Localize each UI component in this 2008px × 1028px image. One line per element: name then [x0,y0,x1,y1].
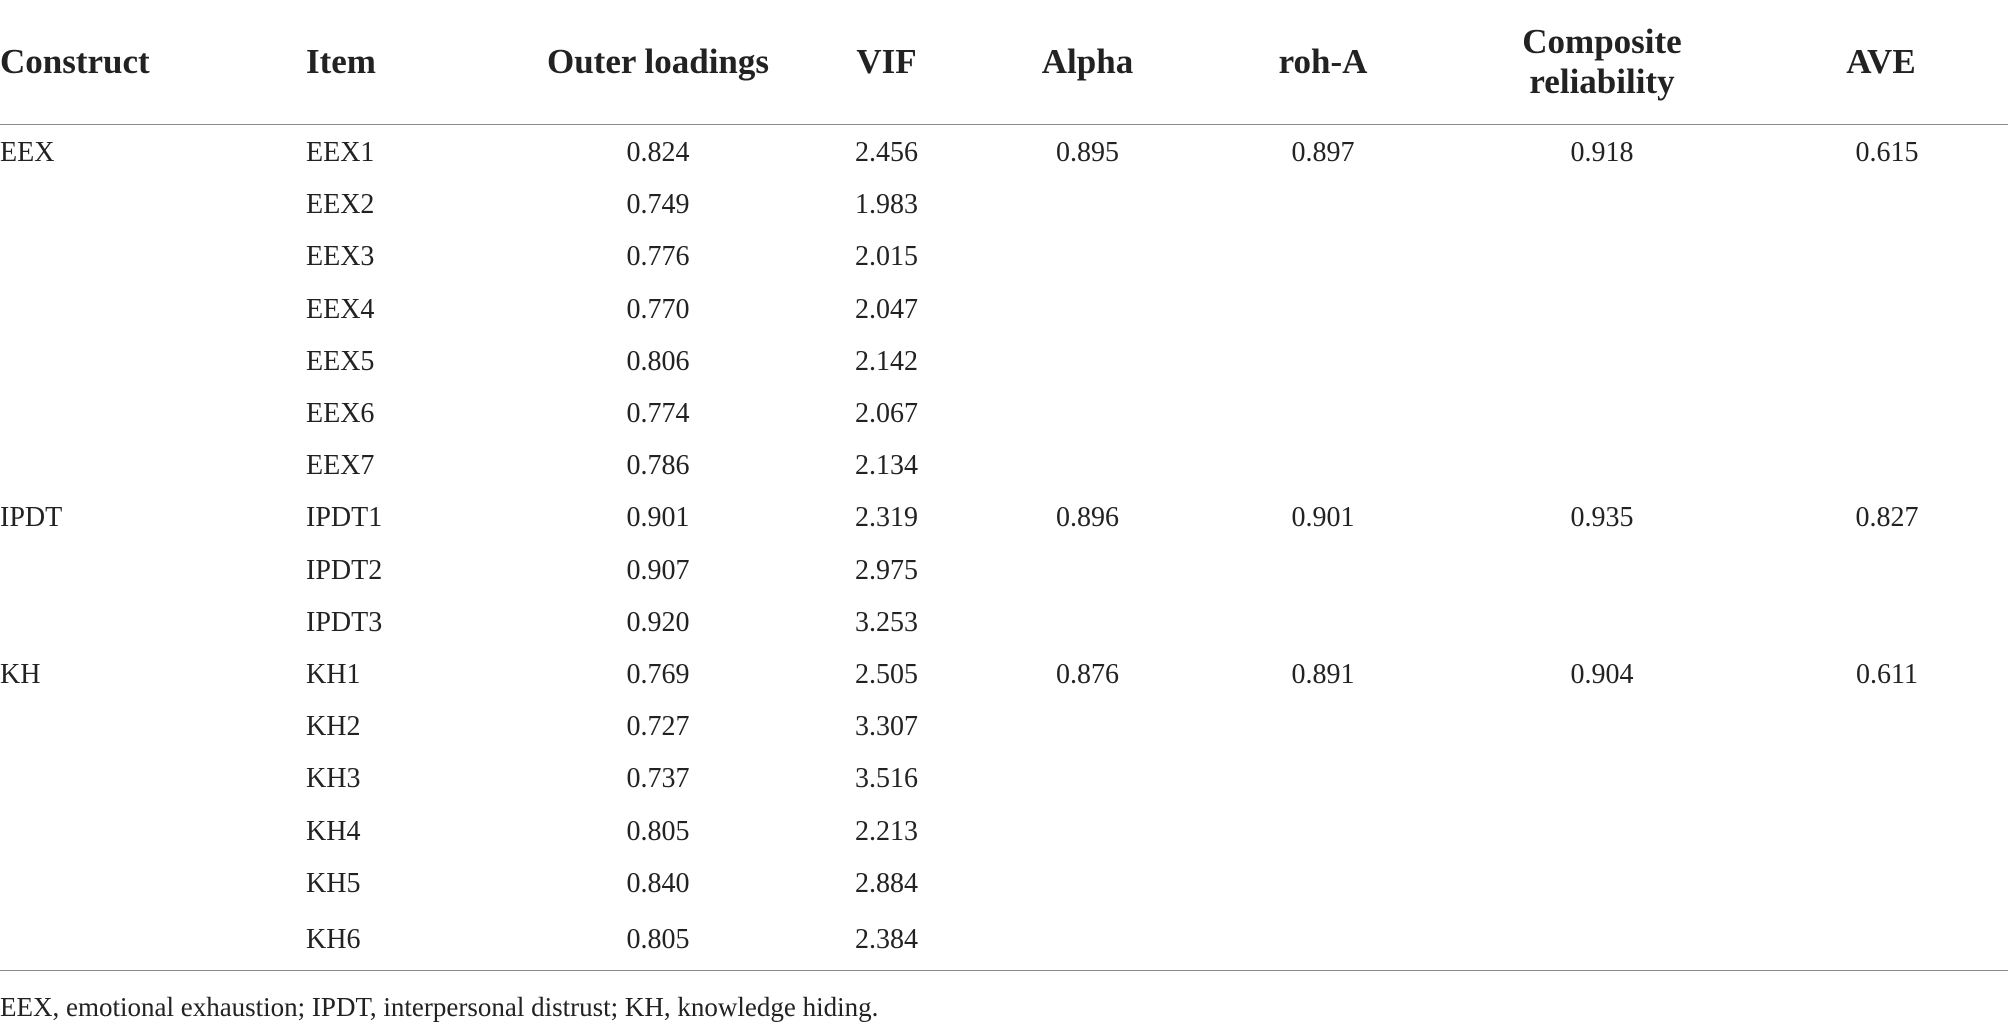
cell-vif: 3.516 [855,763,918,795]
cell-item: EEX3 [306,241,375,273]
cell-vif: 2.047 [855,293,918,325]
table-row [0,910,2008,971]
cell-item: KH1 [306,658,361,690]
cell-alpha: 0.896 [1056,502,1119,534]
table-footnote: EEX, emotional exhaustion; IPDT, interpersonal distrust; KH, knowledge hiding. [0,992,879,1022]
table-header [0,0,2008,125]
cell-vif: 1.983 [855,189,918,221]
cell-outer-loading: 0.901 [626,502,690,534]
cell-outer-loading: 0.806 [626,345,690,377]
cell-alpha [979,858,1196,910]
cell-alpha: 0.895 [1056,137,1119,169]
header-alpha: Alpha [979,0,1196,125]
cell-roh-a [1196,545,1450,597]
cell-ave [1754,336,2008,388]
cell-alpha [979,284,1196,336]
cell-outer-loading: 0.786 [626,450,690,482]
cell-outer-loading: 0.727 [626,711,690,743]
cell-roh-a: 0.901 [1291,502,1355,534]
cell-roh-a: 0.897 [1291,137,1355,169]
cell-composite-reliability [1450,597,1754,649]
cell-outer-loading: 0.840 [626,867,690,899]
cell-roh-a [1196,753,1450,805]
cell-construct [0,388,306,440]
cell-outer-loading: 0.805 [626,815,690,847]
cell-outer-loading: 0.805 [522,910,794,971]
cell-construct [0,701,306,753]
table-row [0,753,2008,805]
cell-alpha [979,910,1196,971]
cell-alpha [979,545,1196,597]
cell-item: EEX7 [306,450,375,482]
cell-alpha [979,805,1196,857]
cell-roh-a [1196,597,1450,649]
cell-ave [1754,805,2008,857]
cell-composite-reliability [1450,805,1754,857]
cell-roh-a: 0.891 [1291,658,1355,690]
cell-ave [1754,545,2008,597]
cell-vif: 2.884 [855,867,918,899]
cell-roh-a [1196,910,1450,971]
cell-ave [1754,910,2008,971]
cell-composite-reliability [1450,701,1754,753]
cell-outer-loading: 0.737 [626,763,690,795]
cell-item: EEX6 [306,398,375,430]
cell-ave [1754,179,2008,231]
cell-construct [0,336,306,388]
header-construct: Construct [0,0,306,125]
cell-vif: 2.456 [855,137,918,169]
cell-item: KH2 [306,711,361,743]
cell-outer-loading: 0.907 [626,554,690,586]
cell-roh-a [1196,440,1450,492]
cell-composite-reliability [1450,284,1754,336]
cell-item: KH5 [306,867,361,899]
cell-ave: 0.615 [1855,137,1919,169]
cell-composite-reliability [1450,179,1754,231]
cell-outer-loading: 0.770 [626,293,690,325]
cell-construct [0,753,306,805]
cell-composite-reliability [1450,231,1754,283]
cell-roh-a [1196,858,1450,910]
cell-ave [1754,231,2008,283]
cell-ave [1754,597,2008,649]
cell-outer-loading: 0.920 [626,606,690,638]
cell-alpha [979,753,1196,805]
cell-outer-loading: 0.824 [626,137,690,169]
table-row [0,545,2008,597]
cell-construct [0,858,306,910]
cell-vif: 3.307 [855,711,918,743]
cell-vif: 2.505 [855,658,918,690]
table-row [0,284,2008,336]
cell-alpha: 0.876 [1056,658,1119,690]
cell-ave [1754,440,2008,492]
cell-vif: 2.015 [855,241,918,273]
cell-outer-loading: 0.749 [626,189,690,221]
cell-item: KH6 [306,910,522,971]
cell-composite-reliability [1450,910,1754,971]
cell-composite-reliability: 0.935 [1570,502,1634,534]
cell-composite-reliability [1450,858,1754,910]
table-row [0,701,2008,753]
cell-composite-reliability [1450,336,1754,388]
cell-alpha [979,701,1196,753]
cell-construct [0,597,306,649]
cell-composite-reliability: 0.904 [1570,658,1634,690]
header-item: Item [306,0,522,125]
cell-ave: 0.611 [1856,658,1918,690]
cell-alpha [979,231,1196,283]
header-outer-loadings: Outer loadings [522,0,794,125]
cell-construct [0,231,306,283]
cell-item: KH4 [306,815,361,847]
cell-vif: 2.384 [794,910,979,971]
header-roh-a: roh-A [1196,0,1450,125]
table-row [0,649,2008,701]
table-row [0,231,2008,283]
cell-ave [1754,284,2008,336]
cell-construct: IPDT [0,502,63,534]
cell-vif: 2.319 [855,502,918,534]
cell-ave: 0.827 [1855,502,1919,534]
header-row [0,0,2008,125]
cell-construct [0,545,306,597]
cell-alpha [979,440,1196,492]
cell-ave [1754,753,2008,805]
header-composite-reliability: Composite reliability [1450,0,1754,125]
cell-outer-loading: 0.776 [626,241,690,273]
cell-composite-reliability [1450,440,1754,492]
table-row [0,440,2008,492]
cell-roh-a [1196,701,1450,753]
cell-vif: 2.067 [855,398,918,430]
cell-ave [1754,701,2008,753]
cell-vif: 3.253 [855,606,918,638]
cell-vif: 2.134 [855,450,918,482]
cell-vif: 2.142 [855,345,918,377]
cell-vif: 2.975 [855,554,918,586]
cell-roh-a [1196,231,1450,283]
table-row [0,858,2008,910]
header-vif: VIF [794,0,979,125]
cell-construct [0,284,306,336]
cell-roh-a [1196,805,1450,857]
cell-alpha [979,597,1196,649]
cell-construct [0,440,306,492]
cell-alpha [979,336,1196,388]
cell-construct: EEX [0,137,55,169]
cell-roh-a [1196,336,1450,388]
table-row [0,336,2008,388]
cell-roh-a [1196,179,1450,231]
table-row [0,125,2008,180]
cell-item: EEX5 [306,345,375,377]
header-ave: AVE [1754,0,2008,125]
cell-item: KH3 [306,763,361,795]
cell-roh-a [1196,388,1450,440]
cell-item: EEX4 [306,293,375,325]
cell-construct [0,805,306,857]
cell-composite-reliability: 0.918 [1570,137,1634,169]
cell-composite-reliability [1450,545,1754,597]
cell-construct [0,910,306,971]
table-row [0,492,2008,544]
cell-alpha [979,179,1196,231]
cell-construct: KH [0,658,41,690]
cell-alpha [979,388,1196,440]
cell-item: EEX1 [306,137,375,169]
cell-ave [1754,388,2008,440]
cell-roh-a [1196,284,1450,336]
cell-item: EEX2 [306,189,375,221]
cell-item: IPDT2 [306,554,383,586]
table-row [0,597,2008,649]
cell-ave [1754,858,2008,910]
table-row [0,388,2008,440]
cell-vif: 2.213 [855,815,918,847]
cell-outer-loading: 0.769 [626,658,690,690]
table-row [0,179,2008,231]
table-row [0,805,2008,857]
cell-outer-loading: 0.774 [626,398,690,430]
cell-construct [0,179,306,231]
cell-item: IPDT1 [306,502,383,534]
cell-composite-reliability [1450,753,1754,805]
table-body [0,125,2008,971]
cell-item: IPDT3 [306,606,383,638]
cell-composite-reliability [1450,388,1754,440]
